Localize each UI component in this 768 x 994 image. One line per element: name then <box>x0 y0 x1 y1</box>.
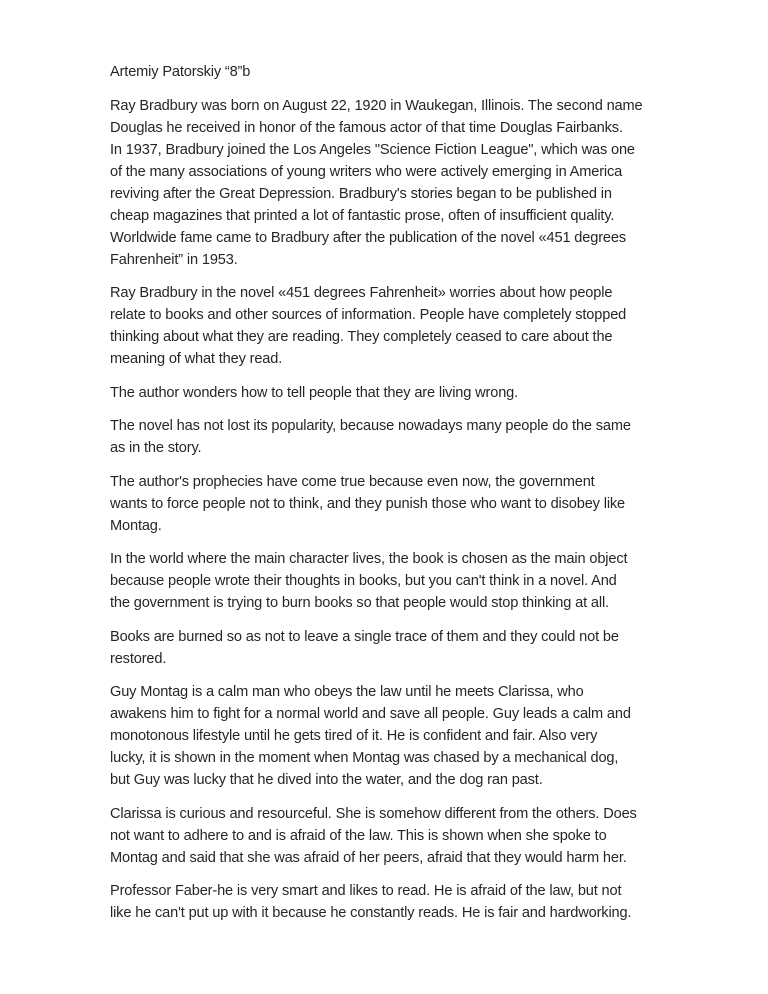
paragraph-line: of the many associations of young writers who were actively emerging in America <box>110 163 623 180</box>
paragraph <box>110 880 750 924</box>
paragraph-line: Professor Faber-he is very smart and likes to read. He is afraid of the law, but not <box>110 883 622 899</box>
paragraph-line: In the world where the main character lives, the book is chosen as the main object <box>110 551 628 567</box>
paragraph-line: the government is trying to burn books so that people would stop thinking at all. <box>110 595 609 611</box>
paragraph <box>110 382 750 404</box>
paragraph-line: relate to books and other sources of information. People have completely stopped <box>110 307 627 323</box>
paragraph-line: awakens him to fight for a normal world and save all people. Guy leads a calm and <box>110 706 631 722</box>
paragraph-line: cheap magazines that printed a lot of fantastic prose, often of insufficient quality. <box>110 207 615 224</box>
paragraph-line: Douglas he received in honor of the famous actor of that time Douglas Fairbanks. <box>110 119 623 136</box>
paragraph-line: Montag. <box>110 517 162 534</box>
paragraph-line: Ray Bradbury was born on August 22, 1920 in Waukegan, Illinois. The second name <box>110 97 643 114</box>
paragraph-line: Books are burned so as not to leave a single trace of them and they could not be <box>110 628 619 645</box>
paragraph-line: like he can't put up with it because he constantly reads. He is fair and hardworking. <box>110 905 632 921</box>
author-line-text: Artemiy Patorskiy “8”b <box>110 64 251 80</box>
paragraph-line: not want to adhere to and is afraid of the law. This is shown when she spoke to <box>110 827 607 844</box>
paragraph-line: monotonous lifestyle until he gets tired of it. He is confident and fair. Also very <box>110 728 598 744</box>
paragraph <box>110 95 750 271</box>
paragraph-line: Ray Bradbury in the novel «451 degrees Fahrenheit» worries about how people <box>110 285 613 301</box>
paragraph-line: Worldwide fame came to Bradbury after the publication of the novel «451 degrees <box>110 229 626 246</box>
paragraph-line: The novel has not lost its popularity, because nowadays many people do the same <box>110 418 631 434</box>
paragraph <box>110 282 750 370</box>
paragraph <box>110 626 750 670</box>
paragraph-line: meaning of what they read. <box>110 351 283 367</box>
paragraph <box>110 415 750 459</box>
paragraph-line: Guy Montag is a calm man who obeys the law until he meets Clarissa, who <box>110 684 584 700</box>
paragraph-line: as in the story. <box>110 440 202 456</box>
paragraph-line: but Guy was lucky that he dived into the water, and the dog ran past. <box>110 772 543 788</box>
paragraph-line: reviving after the Great Depression. Bradbury's stories began to be published in <box>110 185 612 202</box>
paragraph <box>110 548 750 614</box>
paragraph-line: lucky, it is shown in the moment when Montag was chased by a mechanical dog, <box>110 750 619 766</box>
paragraph <box>110 803 750 869</box>
author-line <box>110 61 750 83</box>
paragraph-line: because people wrote their thoughts in books, but you can't think in a novel. And <box>110 573 617 589</box>
document-body <box>110 95 750 925</box>
document-page <box>110 61 750 936</box>
paragraph-line: The author's prophecies have come true because even now, the government <box>110 473 595 490</box>
paragraph-line: wants to force people not to think, and they punish those who want to disobey like <box>110 495 626 512</box>
paragraph-line: Clarissa is curious and resourceful. She is somehow different from the others. Does <box>110 805 637 822</box>
paragraph-line: thinking about what they are reading. They completely ceased to care about the <box>110 329 613 345</box>
paragraph <box>110 681 750 791</box>
paragraph-line: In 1937, Bradbury joined the Los Angeles "Science Fiction League", which was one <box>110 141 635 158</box>
paragraph-line: The author wonders how to tell people that they are living wrong. <box>110 384 519 401</box>
paragraph-line: Montag and said that she was afraid of her peers, afraid that they would harm her. <box>110 849 627 866</box>
paragraph <box>110 471 750 537</box>
paragraph-line: restored. <box>110 650 167 667</box>
paragraph-line: Fahrenheit” in 1953. <box>110 251 238 268</box>
